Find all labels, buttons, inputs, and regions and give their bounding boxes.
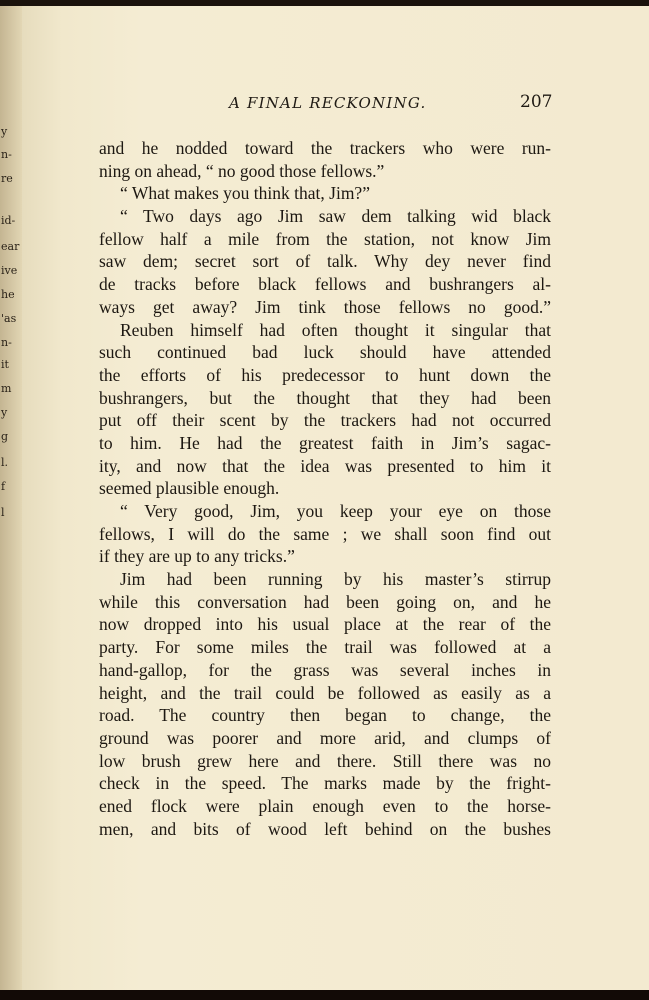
page-header bbox=[22, 94, 649, 118]
facing-page-fragment: f bbox=[1, 480, 6, 493]
text-line: bushrangers, but the thought that they had been bbox=[99, 387, 551, 408]
facing-page-fragment: id- bbox=[1, 214, 16, 227]
facing-page-fragment: he bbox=[1, 288, 15, 301]
text-line: saw dem; secret sort of talk. Why dey never find bbox=[99, 251, 551, 272]
book-page bbox=[22, 6, 649, 990]
text-line: fellow half a mile from the station, not know Jim bbox=[99, 228, 551, 249]
text-line: height, and the trail could be followed as easily as a bbox=[99, 682, 551, 703]
text-line: seemed plausible enough. bbox=[99, 478, 280, 499]
text-line: low brush grew here and there. Still there was no bbox=[99, 750, 551, 771]
facing-page-fragment: re bbox=[1, 172, 13, 185]
text-line: fellows, I will do the same ; we shall soon find out bbox=[99, 523, 551, 544]
text-line: “ What makes you think that, Jim?” bbox=[120, 183, 370, 204]
text-line: de tracks before black fellows and bushrangers al- bbox=[99, 274, 551, 295]
text-line: if they are up to any tricks.” bbox=[99, 546, 295, 567]
facing-page-fragment: l bbox=[1, 506, 5, 519]
text-line: hand-gallop, for the grass was several inches in bbox=[99, 659, 551, 680]
text-line: Jim had been running by his master’s stirrup bbox=[120, 569, 551, 590]
text-line: to him. He had the greatest faith in Jim’s sagac- bbox=[99, 432, 551, 453]
facing-page-fragment: m bbox=[1, 382, 12, 395]
body-text bbox=[99, 137, 551, 840]
facing-page-fragment: ear bbox=[1, 240, 20, 253]
text-line: road. The country then began to change, the bbox=[99, 705, 551, 726]
text-line: check in the speed. The marks made by the fright- bbox=[99, 773, 551, 794]
facing-page-fragment: y bbox=[1, 125, 8, 138]
text-line: now dropped into his usual place at the rear of the bbox=[99, 614, 551, 635]
running-title: A FINAL RECKONING. bbox=[229, 94, 427, 112]
text-line: while this conversation had been going on, and he bbox=[99, 591, 551, 612]
page-number: 207 bbox=[520, 92, 553, 112]
facing-page-fragment: ive bbox=[1, 264, 18, 277]
text-line: party. For some miles the trail was followed at a bbox=[99, 637, 551, 658]
facing-page-fragment: l. bbox=[1, 456, 9, 469]
facing-page-fragment: 'as bbox=[1, 312, 17, 325]
text-line: “ Very good, Jim, you keep your eye on those bbox=[120, 501, 551, 521]
text-line: ground was poorer and more arid, and clumps of bbox=[99, 727, 551, 748]
text-line: Reuben himself had often thought it singular that bbox=[120, 319, 551, 340]
facing-page-fragment: n- bbox=[1, 148, 12, 161]
facing-page-fragment: it bbox=[1, 358, 9, 371]
text-line: ning on ahead, “ no good those fellows.” bbox=[99, 160, 385, 181]
facing-page-fragment: g bbox=[1, 430, 9, 443]
facing-page-edge bbox=[0, 6, 22, 990]
text-line: and he nodded toward the trackers who were run- bbox=[99, 138, 551, 158]
facing-page-fragment: n- bbox=[1, 336, 12, 349]
text-line: such continued bad luck should have attended bbox=[99, 342, 551, 363]
text-line: ity, and now that the idea was presented to him it bbox=[99, 455, 551, 476]
text-line: ways get away? Jim tink those fellows no good.” bbox=[99, 296, 551, 317]
scan-border bbox=[0, 990, 649, 1000]
text-line: put off their scent by the trackers had not occurred bbox=[99, 410, 551, 431]
text-line: men, and bits of wood left behind on the bushes bbox=[99, 818, 551, 839]
text-line: “ Two days ago Jim saw dem talking wid black bbox=[120, 206, 551, 227]
text-line: the efforts of his predecessor to hunt down the bbox=[99, 364, 551, 385]
text-line: ened flock were plain enough even to the horse- bbox=[99, 795, 551, 816]
facing-page-fragment: y bbox=[1, 406, 8, 419]
